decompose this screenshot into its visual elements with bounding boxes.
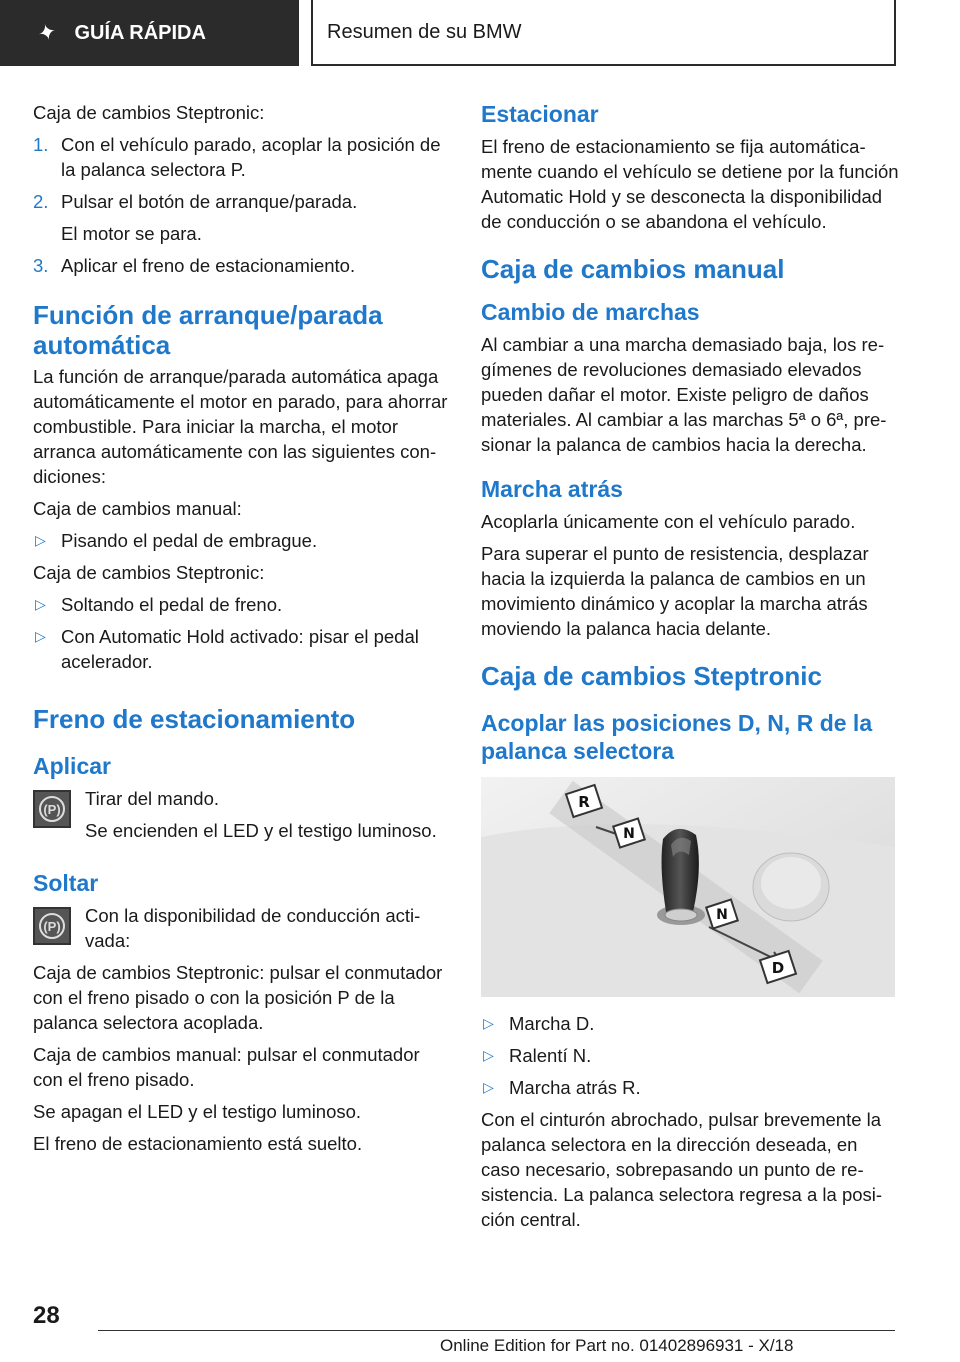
apply-block xyxy=(33,786,453,843)
label-r: R xyxy=(578,793,590,811)
triangle-bullet-icon: ▷ xyxy=(35,628,46,644)
parking-brake-symbol: (P) xyxy=(39,913,65,939)
parking-brake-icon xyxy=(33,907,71,945)
reverse-text-2: Para superar el punto de resistencia, desplazar hacia la izquierda la palanca de cambios en un movimiento dinámico y acoplar la marcha atrás moviendo la palanca hacia delante. xyxy=(481,543,869,639)
release-text-1: Con la disponibilidad de conducción activada: xyxy=(85,905,421,951)
apply-text-1: Tirar del mando. xyxy=(85,788,220,809)
list-item xyxy=(33,253,453,278)
triangle-bullet-icon: ▷ xyxy=(483,1047,494,1063)
autostart-text: La función de arranque/parada automática apaga automáticamente el motor en parado, para ahorrar combustible. Para iniciar la marcha, el motor arranca automáticamente con las siguientes condiciones: xyxy=(33,366,448,487)
heading-release: Soltar xyxy=(33,870,99,896)
list-item xyxy=(33,189,453,214)
parking-brake-icon xyxy=(33,790,71,828)
list-item xyxy=(33,132,453,182)
step-number: 1. xyxy=(33,134,49,155)
item-text: Ralentí N. xyxy=(509,1045,592,1066)
list-item xyxy=(481,1075,899,1100)
item-text: Marcha D. xyxy=(509,1013,595,1034)
triangle-bullet-icon: ▷ xyxy=(483,1079,494,1095)
parking-brake-symbol: (P) xyxy=(39,796,65,822)
step-text: Aplicar el freno de estacionamiento. xyxy=(61,255,356,276)
heading-apply: Aplicar xyxy=(33,753,111,779)
footer-divider xyxy=(98,1330,895,1331)
item-text: Soltando el pedal de freno. xyxy=(61,594,283,615)
item-text: Con Automatic Hold activado: pisar el pedal acelerador. xyxy=(61,626,419,672)
right-column xyxy=(481,100,899,1239)
release-text-3: Caja de cambios manual: pulsar el conmutador con el freno pisado. xyxy=(33,1044,420,1090)
manual-conditions xyxy=(33,528,453,553)
release-text-5: El freno de estacionamiento está suelto. xyxy=(33,1133,363,1154)
list-item xyxy=(33,624,453,674)
reverse-text-1: Acoplarla únicamente con el vehículo parado. xyxy=(481,511,856,532)
steptronic-label: Caja de cambios Steptronic: xyxy=(33,102,265,123)
step-text: Con el vehículo parado, acoplar la posición de la palanca selectora P. xyxy=(61,134,441,180)
triangle-bullet-icon: ▷ xyxy=(483,1015,494,1031)
chapter-header xyxy=(311,0,896,66)
steptronic-conditions xyxy=(33,592,453,674)
triangle-bullet-icon: ▷ xyxy=(35,596,46,612)
label-d: D xyxy=(771,959,785,977)
release-text-2: Caja de cambios Steptronic: pulsar el conmutador con el freno pisado o con la posición P de la palanca selectora acoplada. xyxy=(33,962,443,1033)
gear-selector-illustration xyxy=(481,777,895,997)
steptronic-label-2: Caja de cambios Steptronic: xyxy=(33,562,265,583)
triangle-bullet-icon: ▷ xyxy=(35,532,46,548)
heading-parking-brake: Freno de estacionamiento xyxy=(33,704,356,734)
list-item xyxy=(33,592,453,617)
final-text: Con el cinturón abrochado, pulsar brevemente la palanca selectora en la dirección deseada, en caso necesario, sobrepasando un punto de resistencia. La palanca selectora regresa a la posición central. xyxy=(481,1109,883,1230)
shutdown-steps xyxy=(33,132,453,214)
step-text: Pulsar el botón de arranque/parada. xyxy=(61,191,358,212)
heading-manual-gearbox: Caja de cambios manual xyxy=(481,254,785,284)
gear-selector-photo xyxy=(481,777,895,997)
heading-reverse: Marcha atrás xyxy=(481,476,623,502)
heading-autostart: Función de arranque/parada automática xyxy=(33,300,383,360)
label-n-top: N xyxy=(623,826,635,842)
edition-note: Online Edition for Part no. 01402896931 - X/18 xyxy=(440,1336,794,1355)
list-item xyxy=(481,1011,899,1036)
left-column xyxy=(33,100,453,1163)
section-title: GUÍA RÁPIDA xyxy=(74,21,206,44)
heading-park: Estacionar xyxy=(481,101,599,127)
step-number: 3. xyxy=(33,255,49,276)
section-tab xyxy=(0,0,299,66)
shift-text: Al cambiar a una marcha demasiado baja, los regímenes de revoluciones demasiado elevados pueden dañar el motor. Existe peligro de daños materiales. Al cambiar a las marchas 5ª o 6ª, presionar la palanca de cambios hacia la derecha. xyxy=(481,334,887,455)
list-item xyxy=(33,528,453,553)
step-note: El motor se para. xyxy=(61,223,202,244)
release-block xyxy=(33,903,453,953)
heading-shift: Cambio de marchas xyxy=(481,299,700,325)
release-text-4: Se apagan el LED y el testigo luminoso. xyxy=(33,1101,362,1122)
shutdown-steps-cont xyxy=(33,253,453,278)
heading-positions: Acoplar las posiciones D, N, R de la palanca selectora xyxy=(481,710,873,764)
step-number: 2. xyxy=(33,191,49,212)
heading-steptronic: Caja de cambios Steptronic xyxy=(481,661,822,691)
park-text: El freno de estacionamiento se fija automáticamente cuando el vehículo se detiene por la función Automatic Hold y se desconecta la disponibilidad de conducción o se abandona el vehículo. xyxy=(481,136,899,232)
quick-guide-icon: ✦ xyxy=(34,18,60,47)
apply-text-2: Se encienden el LED y el testigo luminoso. xyxy=(85,820,437,841)
item-text: Pisando el pedal de embrague. xyxy=(61,530,318,551)
chapter-title: Resumen de su BMW xyxy=(327,20,522,43)
label-n-bottom: N xyxy=(716,907,728,923)
list-item xyxy=(481,1043,899,1068)
page-number: 28 xyxy=(33,1302,60,1329)
item-text: Marcha atrás R. xyxy=(509,1077,641,1098)
manual-label: Caja de cambios manual: xyxy=(33,498,242,519)
gear-positions-list xyxy=(481,1011,899,1100)
